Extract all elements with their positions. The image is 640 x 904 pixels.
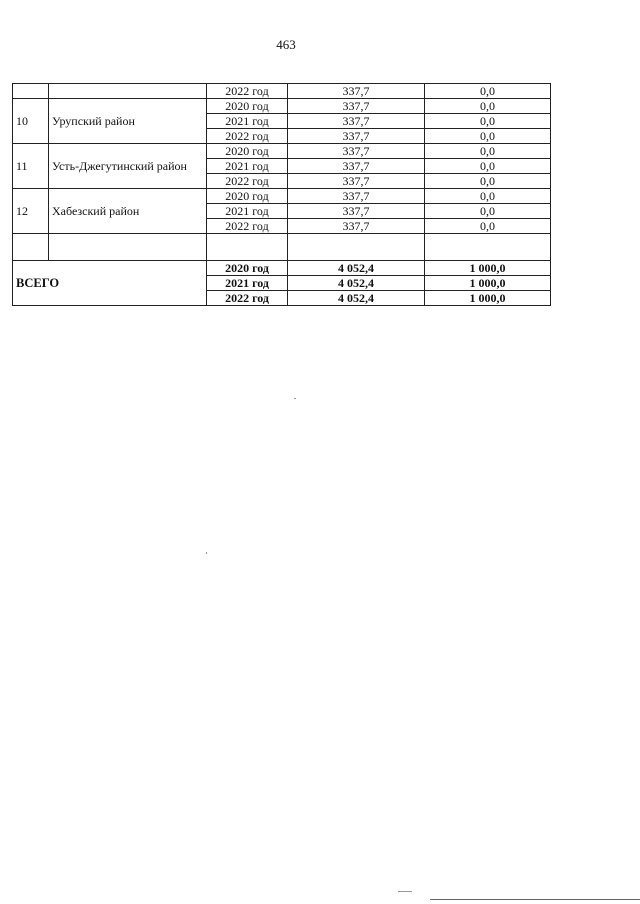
total-label: ВСЕГО bbox=[13, 261, 207, 306]
value-cell: 0,0 bbox=[425, 129, 551, 144]
value-cell: 0,0 bbox=[425, 159, 551, 174]
year-cell: 2021 год bbox=[207, 159, 288, 174]
value-cell: 0,0 bbox=[425, 219, 551, 234]
year-cell: 2022 год bbox=[207, 174, 288, 189]
row-number: 12 bbox=[13, 189, 49, 234]
value-cell: 337,7 bbox=[288, 174, 425, 189]
page-number: 463 bbox=[276, 37, 296, 52]
district-name: Хабезский район bbox=[49, 189, 207, 234]
total-value-cell: 1 000,0 bbox=[425, 261, 551, 276]
value-cell: 0,0 bbox=[425, 99, 551, 114]
total-row bbox=[13, 261, 551, 276]
year-cell: 2021 год bbox=[207, 114, 288, 129]
row-number: 10 bbox=[13, 99, 49, 144]
value-cell: 0,0 bbox=[425, 174, 551, 189]
scan-speck bbox=[294, 398, 296, 399]
total-year-cell: 2021 год bbox=[207, 276, 288, 291]
table-row bbox=[13, 189, 551, 204]
scan-edge-line bbox=[430, 899, 640, 900]
value-cell: 0,0 bbox=[425, 204, 551, 219]
empty-cell bbox=[288, 234, 425, 261]
row-number bbox=[13, 84, 49, 99]
empty-cell bbox=[13, 234, 49, 261]
value-cell: 337,7 bbox=[288, 204, 425, 219]
table-row bbox=[13, 84, 551, 99]
value-cell: 0,0 bbox=[425, 189, 551, 204]
empty-cell bbox=[207, 234, 288, 261]
value-cell: 337,7 bbox=[288, 99, 425, 114]
year-cell: 2021 год bbox=[207, 204, 288, 219]
year-cell: 2022 год bbox=[207, 219, 288, 234]
total-value-cell: 4 052,4 bbox=[288, 261, 425, 276]
year-cell: 2022 год bbox=[207, 84, 288, 99]
total-value-cell: 1 000,0 bbox=[425, 276, 551, 291]
total-value-cell: 4 052,4 bbox=[288, 291, 425, 306]
table-row bbox=[13, 99, 551, 114]
empty-cell bbox=[425, 234, 551, 261]
year-cell: 2020 год bbox=[207, 99, 288, 114]
value-cell: 337,7 bbox=[288, 114, 425, 129]
budget-table bbox=[12, 83, 551, 306]
value-cell: 337,7 bbox=[288, 189, 425, 204]
year-cell: 2020 год bbox=[207, 144, 288, 159]
value-cell: 337,7 bbox=[288, 159, 425, 174]
empty-cell bbox=[49, 234, 207, 261]
value-cell: 337,7 bbox=[288, 144, 425, 159]
total-year-cell: 2020 год bbox=[207, 261, 288, 276]
year-cell: 2020 год bbox=[207, 189, 288, 204]
value-cell: 0,0 bbox=[425, 84, 551, 99]
district-name: Усть-Джегутинский район bbox=[49, 144, 207, 189]
scan-speck bbox=[398, 891, 412, 892]
row-number: 11 bbox=[13, 144, 49, 189]
value-cell: 0,0 bbox=[425, 144, 551, 159]
value-cell: 337,7 bbox=[288, 129, 425, 144]
district-name bbox=[49, 84, 207, 99]
table-row bbox=[13, 144, 551, 159]
total-value-cell: 4 052,4 bbox=[288, 276, 425, 291]
value-cell: 337,7 bbox=[288, 219, 425, 234]
empty-row bbox=[13, 234, 551, 261]
value-cell: 337,7 bbox=[288, 84, 425, 99]
year-cell: 2022 год bbox=[207, 129, 288, 144]
district-name: Урупский район bbox=[49, 99, 207, 144]
total-year-cell: 2022 год bbox=[207, 291, 288, 306]
scan-speck bbox=[206, 552, 207, 554]
total-value-cell: 1 000,0 bbox=[425, 291, 551, 306]
value-cell: 0,0 bbox=[425, 114, 551, 129]
